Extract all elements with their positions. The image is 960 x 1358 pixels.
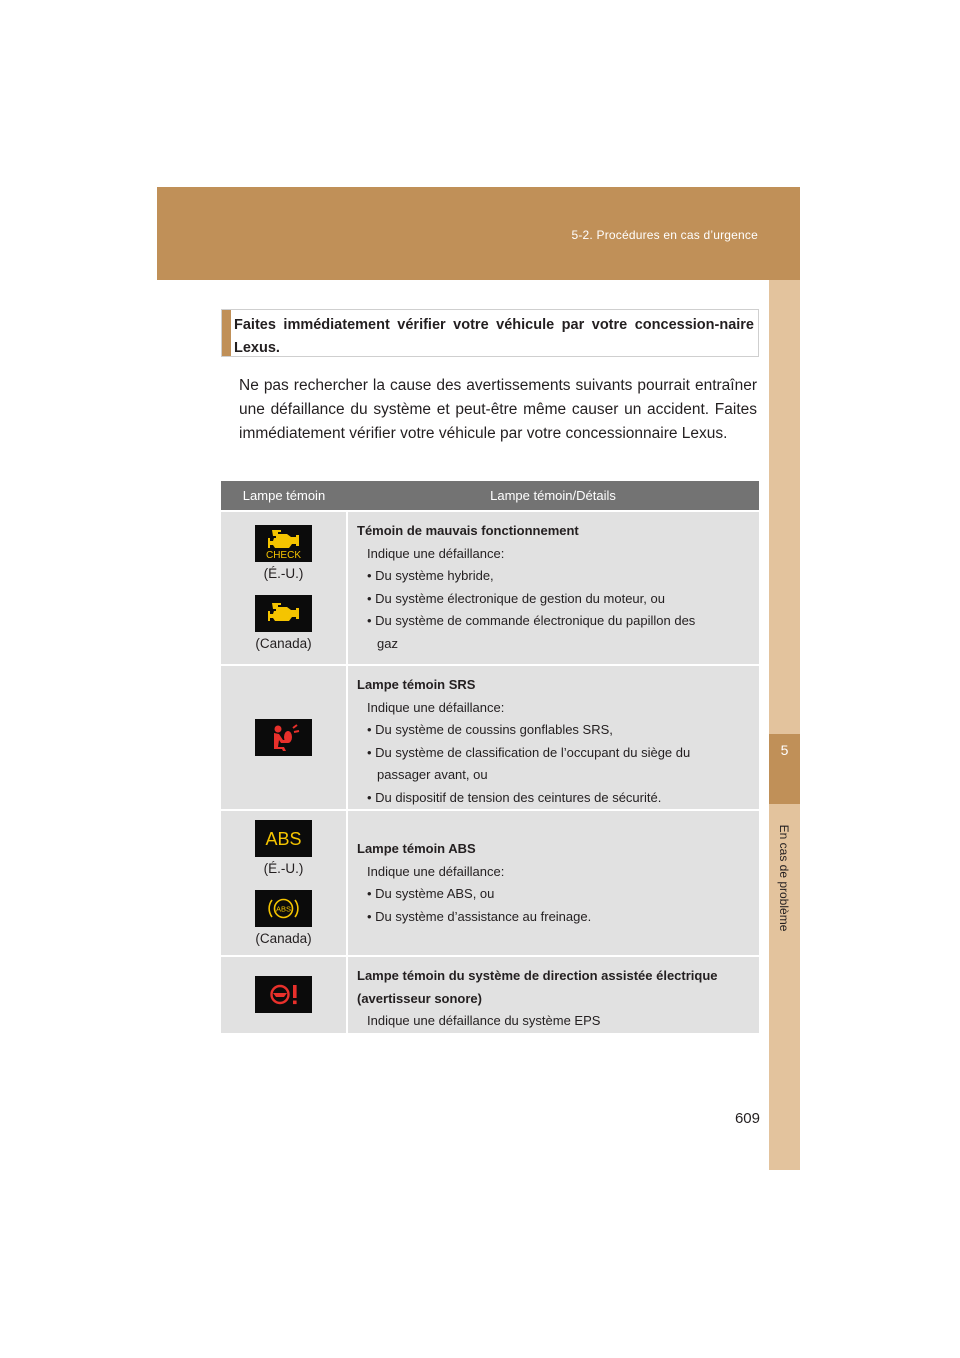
lamp-icon-cell — [221, 665, 347, 810]
lamp-details-cell — [347, 956, 759, 1033]
abs-small-label: ABS — [275, 904, 292, 914]
table-row — [221, 810, 759, 956]
region-label-canada: (Canada) — [255, 636, 312, 651]
section-title: 5-2. Procédures en cas d’urgence — [571, 228, 758, 242]
table-header-row — [221, 481, 759, 511]
column-header-lamp: Lampe témoin — [221, 481, 347, 511]
lamp-intro: Indique une défaillance: — [367, 699, 505, 715]
lamp-icon-cell — [221, 810, 347, 956]
table-row — [221, 665, 759, 810]
table-row — [221, 511, 759, 665]
chapter-label: En cas de problème — [777, 824, 791, 932]
engine-lamp-icon — [255, 595, 312, 632]
list-item: • Du système de commande électronique du papillon des — [367, 613, 696, 628]
lamp-details-cell — [347, 511, 759, 665]
lamp-title: Lampe témoin du système de direction assistée électrique (avertisseur sonore) — [357, 968, 718, 1006]
lamp-details-cell — [347, 665, 759, 810]
lamp-details-cell — [347, 810, 759, 956]
chapter-tab — [769, 280, 800, 1170]
callout-accent-bar — [222, 310, 231, 356]
eps-steering-lamp-icon — [255, 976, 312, 1013]
callout-text: Faites immédiatement vérifier votre véhicule par votre concession-naire Lexus. — [234, 317, 754, 356]
warning-lamp-table — [221, 481, 759, 1033]
check-label: CHECK — [265, 550, 302, 561]
list-item: • Du système hybride, — [367, 568, 494, 583]
list-item-continuation: gaz — [377, 635, 398, 651]
list-item: • Du système ABS, ou — [367, 886, 495, 901]
lamp-intro: Indique une défaillance du système EPS — [367, 1013, 601, 1028]
abs-label: ABS — [265, 829, 302, 849]
chapter-number: 5 — [780, 742, 789, 758]
intro-paragraph: Ne pas rechercher la cause des avertissements suivants pourrait entraîner une défaillance du système et peut-être même causer un accident. Faites immédiatement vérifier votre véhicule par votre concessionnaire Lexus. — [239, 377, 757, 442]
region-label-us: (É.-U.) — [263, 566, 304, 581]
lamp-title: Témoin de mauvais fonctionnement — [357, 523, 579, 538]
list-item: • Du système électronique de gestion du moteur, ou — [367, 590, 665, 606]
list-item: • Du dispositif de tension des ceintures de sécurité. — [367, 789, 662, 805]
list-item-continuation: passager avant, ou — [377, 767, 488, 782]
check-engine-lamp-icon — [255, 525, 312, 562]
abs-lamp-icon — [255, 820, 312, 857]
column-header-details: Lampe témoin/Détails — [347, 481, 759, 511]
callout-box — [221, 309, 759, 357]
page-number: 609 — [734, 1110, 760, 1127]
table-row — [221, 956, 759, 1033]
lamp-icon-cell — [221, 956, 347, 1033]
list-item: • Du système d’assistance au freinage. — [367, 908, 592, 924]
region-label-us: (É.-U.) — [263, 861, 304, 876]
list-item: • Du système de classification de l’occupant du siège du — [367, 744, 691, 760]
lamp-intro: Indique une défaillance: — [367, 545, 505, 561]
abs-circle-lamp-icon — [255, 890, 312, 927]
lamp-intro: Indique une défaillance: — [367, 863, 505, 879]
srs-airbag-lamp-icon — [255, 719, 312, 756]
lamp-icon-cell — [221, 511, 347, 665]
lamp-title: Lampe témoin ABS — [357, 841, 476, 856]
region-label-canada: (Canada) — [255, 931, 312, 946]
lamp-title: Lampe témoin SRS — [357, 677, 476, 692]
list-item: • Du système de coussins gonflables SRS, — [367, 722, 613, 737]
